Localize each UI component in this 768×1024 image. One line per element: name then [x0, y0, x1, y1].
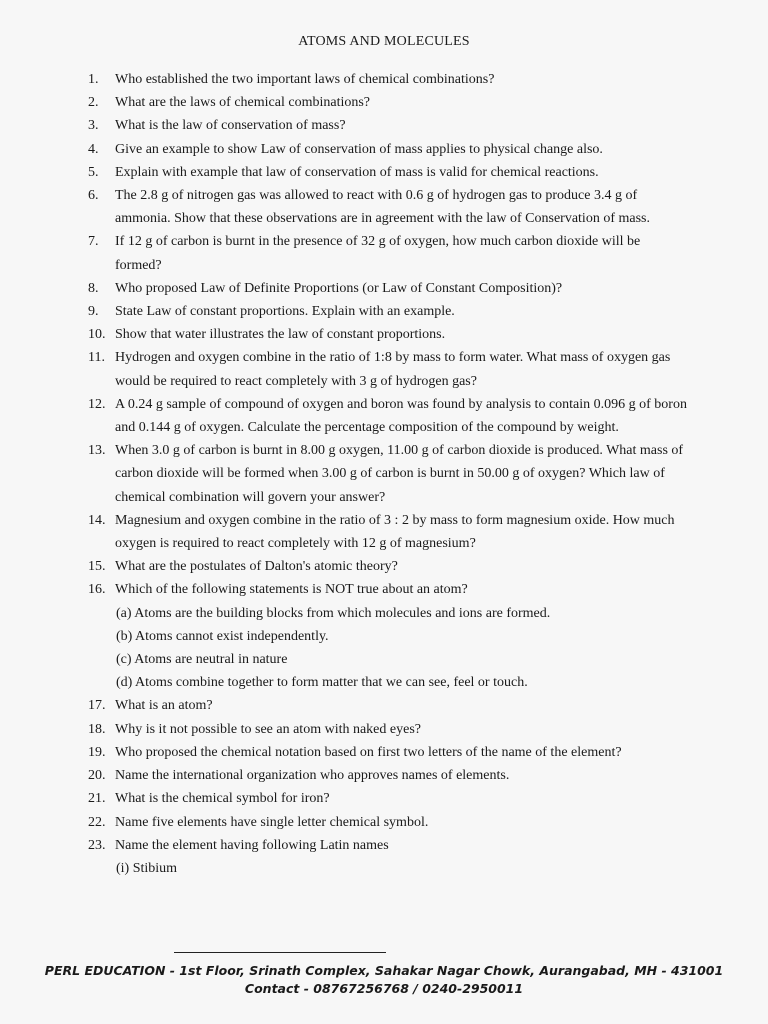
question-text: State Law of constant proportions. Explain with an example. — [115, 304, 455, 320]
footer — [0, 962, 768, 998]
question-number: 18. — [88, 721, 106, 737]
question-text: Magnesium and oxygen combine in the ratio of 3 : 2 by mass to form magnesium oxide. How much oxygen is required to react completely with 12 g of magnesium? — [115, 512, 675, 552]
question-text: Why is it not possible to see an atom with naked eyes? — [115, 721, 421, 737]
question-item — [88, 300, 688, 323]
option-item: (d) Atoms combine together to form matter that we can see, feel or touch. — [116, 675, 528, 691]
footer-divider — [174, 952, 386, 953]
question-item — [88, 555, 688, 578]
question-item — [88, 68, 688, 91]
question-number: 5. — [88, 164, 99, 180]
question-item — [88, 741, 688, 764]
question-item — [88, 184, 688, 230]
question-text: Who proposed Law of Definite Proportions (or Law of Constant Composition)? — [115, 280, 563, 296]
option-item: (b) Atoms cannot exist independently. — [116, 628, 329, 644]
question-item — [88, 393, 688, 439]
question-number: 1. — [88, 72, 99, 87]
question-item — [88, 811, 688, 834]
footer-contact: Contact - 08767256768 / 0240-2950011 — [244, 981, 524, 996]
question-text: Who proposed the chemical notation based on first two letters of the name of the element? — [115, 744, 622, 760]
footer-address: PERL EDUCATION - 1st Floor, Srinath Complex, Sahakar Nagar Chowk, Aurangabad, MH - 431001 — [44, 963, 724, 978]
question-item — [88, 91, 688, 114]
question-text: If 12 g of carbon is burnt in the presence of 32 g of oxygen, how much carbon dioxide will be formed? — [115, 234, 641, 273]
question-text: A 0.24 g sample of compound of oxygen and boron was found by analysis to contain 0.096 g of boron and 0.144 g of oxygen. Calculate the percentage composition of the compound by weight. — [115, 396, 687, 436]
question-text: Which of the following statements is NOT true about an atom? — [115, 582, 468, 598]
question-item — [88, 138, 688, 161]
option-item: (i) Stibium — [116, 860, 178, 876]
question-item — [88, 439, 688, 509]
question-item — [88, 834, 688, 857]
question-number: 16. — [88, 582, 106, 598]
question-number: 9. — [88, 304, 99, 320]
question-number: 13. — [88, 443, 106, 459]
option-item: (c) Atoms are neutral in nature — [116, 652, 288, 668]
question-item — [88, 114, 688, 137]
question-item — [88, 161, 688, 184]
question-number: 20. — [88, 768, 106, 784]
question-text: The 2.8 g of nitrogen gas was allowed to react with 0.6 g of hydrogen gas to produce 3.4 g of ammonia. Show that these observations are in agreement with the law of Conservation of mass. — [115, 188, 650, 227]
question-item — [88, 277, 688, 300]
question-text: Hydrogen and oxygen combine in the ratio of 1:8 by mass to form water. What mass of oxygen gas would be required to react completely with 3 g of hydrogen gas? — [115, 350, 671, 389]
question-item — [88, 694, 688, 717]
option-item: (a) Atoms are the building blocks from which molecules and ions are formed. — [116, 605, 551, 621]
question-text: Name the element having following Latin names — [115, 837, 389, 853]
question-number: 4. — [88, 141, 99, 157]
question-text: Name the international organization who approves names of elements. — [115, 768, 510, 784]
question-number: 3. — [88, 118, 99, 134]
question-number: 15. — [88, 559, 106, 575]
question-item — [88, 230, 688, 276]
question-number: 7. — [88, 234, 99, 250]
question-number: 12. — [88, 396, 106, 412]
question-item — [88, 323, 688, 346]
question-number: 14. — [88, 512, 106, 528]
question-number: 22. — [88, 814, 106, 830]
question-item — [88, 346, 688, 392]
question-number: 21. — [88, 791, 106, 807]
question-item — [88, 787, 688, 810]
question-item — [88, 578, 688, 601]
question-text: Who established the two important laws of chemical combinations? — [115, 72, 495, 87]
question-text: Show that water illustrates the law of constant proportions. — [115, 327, 446, 343]
question-list — [88, 68, 688, 880]
question-item — [88, 764, 688, 787]
question-text: Explain with example that law of conservation of mass is valid for chemical reactions. — [115, 164, 599, 180]
question-text: Name five elements have single letter chemical symbol. — [115, 814, 429, 830]
question-text: Give an example to show Law of conservation of mass applies to physical change also. — [115, 141, 603, 157]
question-number: 2. — [88, 95, 99, 111]
question-item — [88, 509, 688, 555]
question-number: 8. — [88, 280, 99, 296]
question-text: What is the law of conservation of mass? — [115, 118, 346, 134]
question-number: 19. — [88, 744, 106, 760]
question-number: 23. — [88, 837, 106, 853]
question-text: What are the laws of chemical combinations? — [115, 95, 371, 111]
question-number: 10. — [88, 327, 106, 343]
question-item — [88, 718, 688, 741]
question-number: 11. — [88, 350, 105, 366]
question-text: What is an atom? — [115, 698, 213, 714]
question-number: 17. — [88, 698, 106, 714]
page-title: ATOMS AND MOLECULES — [298, 34, 470, 49]
question-text: What are the postulates of Dalton's atomic theory? — [115, 559, 398, 575]
question-text: When 3.0 g of carbon is burnt in 8.00 g oxygen, 11.00 g of carbon dioxide is produced. What mass of carbon dioxide will be formed when 3.00 g of carbon is burnt in 50.00 g of oxygen? Which law of chemical combination will govern your answer? — [115, 443, 684, 505]
question-text: What is the chemical symbol for iron? — [115, 791, 330, 807]
question-number: 6. — [88, 188, 99, 204]
